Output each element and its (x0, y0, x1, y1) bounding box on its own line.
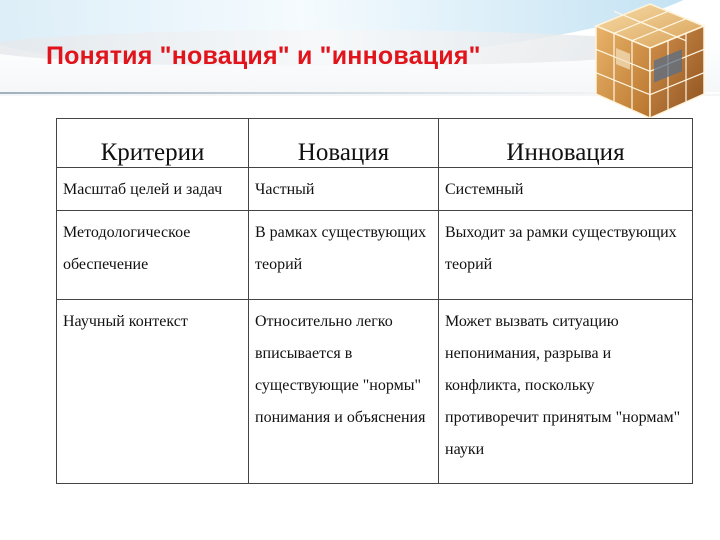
rubik-cube-icon (590, 0, 710, 124)
cell-criterion: Научный контекст (57, 300, 249, 484)
comparison-table (56, 118, 693, 484)
cube-body (596, 4, 704, 118)
header-innovation: Инновация (439, 119, 693, 168)
cell-novation: Частный (249, 168, 439, 211)
table-row (57, 300, 693, 484)
table-header-row (57, 119, 693, 168)
slide-title: Понятия "новация" и "инновация" (46, 42, 481, 70)
cell-innovation: Системный (439, 168, 693, 211)
header-novation: Новация (249, 119, 439, 168)
cell-criterion: Масштаб целей и задач (57, 168, 249, 211)
cell-criterion: Методологическое обеспечение (57, 211, 249, 300)
cell-novation: В рамках существующих теорий (249, 211, 439, 300)
table-row (57, 168, 693, 211)
cell-innovation: Может вызвать ситуацию непонимания, разрыва и конфликта, поскольку противоречит принятым "нормам" науки (439, 300, 693, 484)
cell-innovation: Выходит за рамки существующих теорий (439, 211, 693, 300)
table-row (57, 211, 693, 300)
header-criteria: Критерии (57, 119, 249, 168)
cell-novation: Относительно легко вписывается в существующие "нормы" понимания и объяснения (249, 300, 439, 484)
